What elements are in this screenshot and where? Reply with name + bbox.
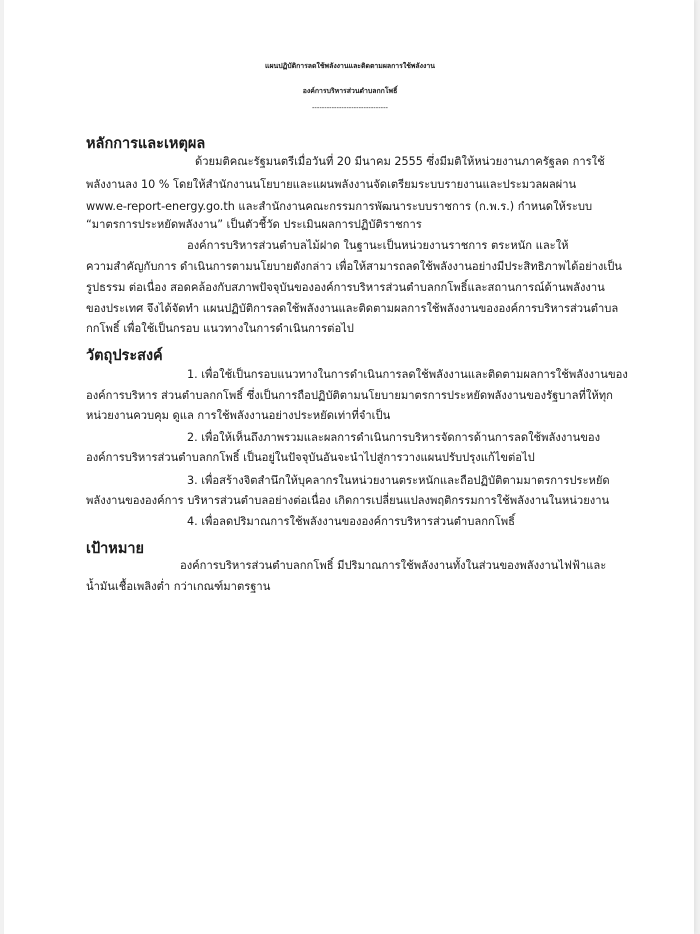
paragraph-line: “มาตรการประหยัดพลังงาน” เป็นตัวชี้วัด ประเมินผลการปฏิบัติราชการ <box>86 218 422 231</box>
paragraph-line: 3. เพื่อสร้างจิตสำนึกให้บุคลากรในหน่วยงานตระหนักและถือปฏิบัติตามมาตรการประหยัด <box>187 474 610 487</box>
paragraph-line: ของประเทศ จึงได้จัดทำ แผนปฏิบัติการลดใช้พลังงานและติดตามผลการใช้พลังงานขององค์การบริหารส่วนตำบล <box>86 302 619 315</box>
paragraph-line: 4. เพื่อลดปริมาณการใช้พลังงานขององค์การบริหารส่วนตำบลกกโพธิ์ <box>187 515 515 528</box>
paragraph-line: พลังงานขององค์การ บริหารส่วนตำบลอย่างต่อเนื่อง เกิดการเปลี่ยนแปลงพฤติกรรมการใช้พลังงานในหน่วยงาน <box>86 494 610 507</box>
paragraph-line: หน่วยงานควบคุม ดูแล การใช้พลังงานอย่างประหยัดเท่าที่จำเป็น <box>86 409 391 422</box>
paragraph-line: ความสำคัญกับการ ดำเนินการตามนโยบายดังกล่าว เพื่อให้สามารถลดใช้พลังงานอย่างมีประสิทธิภาพได้อย่างเป็น <box>86 260 622 273</box>
document-subtitle: องค์การบริหารส่วนตำบลกกโพธิ์ <box>302 87 398 95</box>
section-heading-goal: เป้าหมาย <box>86 541 145 557</box>
paragraph-line: รูปธรรม ต่อเนื่อง สอดคล้องกับสภาพปัจจุบันขององค์การบริหารส่วนตำบลกกโพธิ์และสถานการณ์ด้านพลังงาน <box>86 281 605 294</box>
paragraph-line: 2. เพื่อให้เห็นถึงภาพรวมและผลการดำเนินการบริหารจัดการด้านการลดใช้พลังงานของ <box>187 431 601 444</box>
paragraph-line: พลังงานลง 10 % โดยให้สำนักงานนโยบายและแผนพลังงานจัดเตรียมระบบรายงานและประมวลผลผ่าน <box>86 178 577 191</box>
paragraph-line: ด้วยมติคณะรัฐมนตรีเมื่อวันที่ 20 มีนาคม 2555 ซึ่งมีมติให้หน่วยงานภาครัฐลด การใช้ <box>195 155 605 168</box>
section-heading-principle: หลักการและเหตุผล <box>86 136 206 152</box>
paragraph-line: 1. เพื่อใช้เป็นกรอบแนวทางในการดำเนินการลดใช้พลังงานและติดตามผลการใช้พลังงานของ <box>187 368 628 381</box>
paragraph-line: องค์การบริหารส่วนตำบลไม้ฝาด ในฐานะเป็นหน่วยงานราชการ ตระหนัก และให้ <box>187 239 569 252</box>
paragraph-line: น้ำมันเชื้อเพลิงต่ำ กว่าเกณฑ์มาตรฐาน <box>86 580 271 593</box>
document-title: แผนปฏิบัติการลดใช้พลังงานและติดตามผลการใช้พลังงาน <box>265 62 435 70</box>
paragraph-line: www.e-report-energy.go.th และสำนักงานคณะกรรมการพัฒนาระบบราชการ (ก.พ.ร.) กำหนดให้ระบบ <box>86 200 593 213</box>
paragraph-line: องค์การบริหาร ส่วนตำบลกกโพธิ์ ซึ่งเป็นการถือปฏิบัติตามนโยบายมาตรการประหยัดพลังงานของรัฐบาลที่ให้ทุก <box>86 389 613 402</box>
title-separator: ------------------------------- <box>311 104 389 112</box>
paragraph-line: องค์การบริหารส่วนตำบลกกโพธิ์ เป็นอยู่ในปัจจุบันอันจะนำไปสู่การวางแผนปรับปรุงแก้ไขต่อไป <box>86 451 535 464</box>
paragraph-line: องค์การบริหารส่วนตำบลกกโพธิ์ มีปริมาณการใช้พลังงานทั้งในส่วนของพลังงานไฟฟ้าและ <box>180 559 607 572</box>
paragraph-line: กกโพธิ์ เพื่อใช้เป็นกรอบ แนวทางในการดำเนินการต่อไป <box>86 322 354 335</box>
section-heading-objectives: วัตถุประสงค์ <box>86 348 163 364</box>
